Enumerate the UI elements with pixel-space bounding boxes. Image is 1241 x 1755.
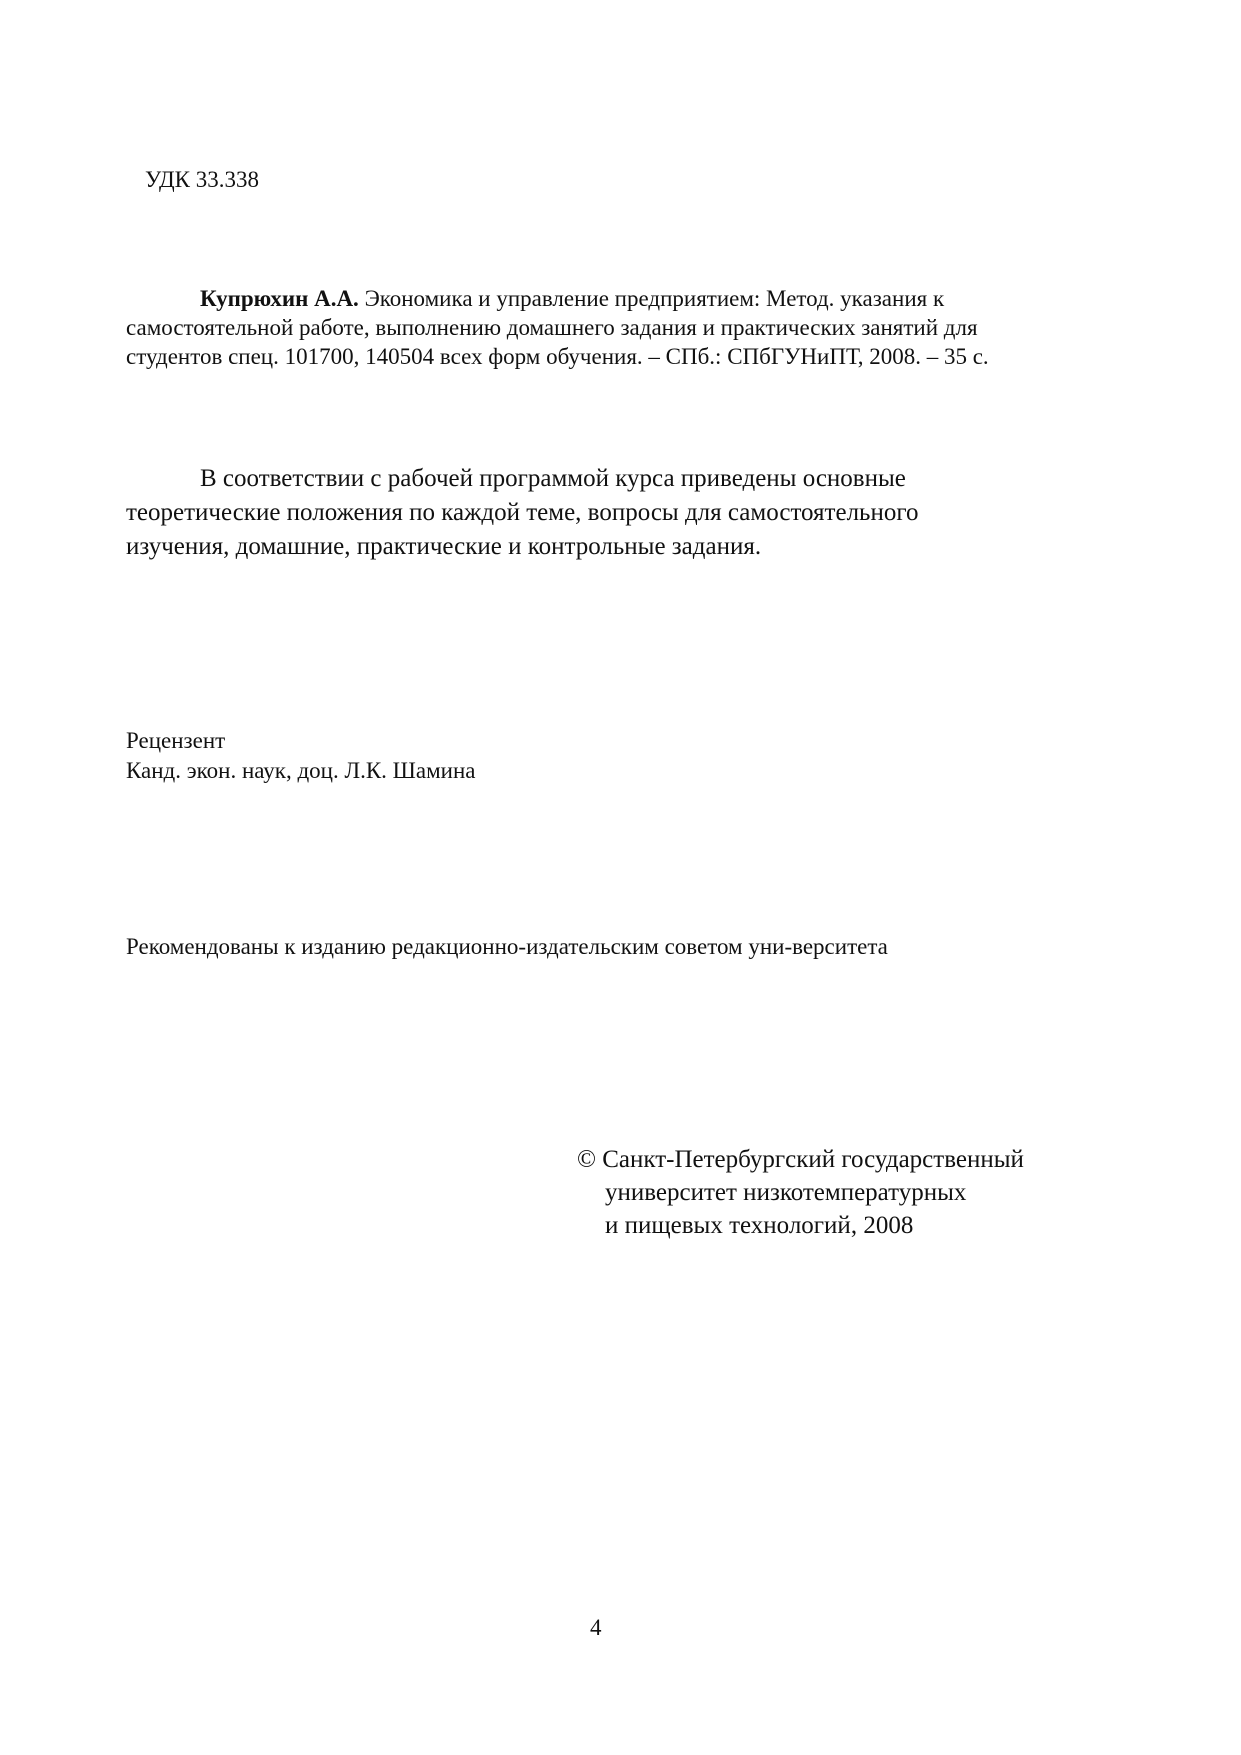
biblio-line-3: студентов спец. 101700, 140504 всех форм обучения. – СПб.: СПбГУНиПТ, 2008. – 35 с. bbox=[126, 344, 989, 369]
reviewer-name: Канд. экон. наук, доц. Л.К. Шамина bbox=[126, 758, 476, 783]
author-name: Купрюхин А.А. bbox=[200, 286, 359, 311]
abstract bbox=[126, 462, 1086, 564]
biblio-line-1 bbox=[126, 284, 1086, 313]
abstract-line-2: теоретические положения по каждой теме, вопросы для самостоятельного bbox=[126, 499, 919, 526]
bibliographic-description bbox=[126, 284, 1086, 371]
reviewer-block bbox=[126, 726, 475, 786]
udk-code: УДК 33.338 bbox=[145, 167, 259, 192]
copyright-line-3: и пищевых технологий, 2008 bbox=[605, 1212, 914, 1239]
abstract-line-1: В соответствии с рабочей программой курса приведены основные bbox=[200, 465, 906, 492]
reviewer-label: Рецензент bbox=[126, 728, 226, 753]
page-number: 4 bbox=[590, 1615, 602, 1640]
copyright-line-2: университет низкотемпературных bbox=[605, 1179, 967, 1206]
biblio-line-2: самостоятельной работе, выполнению домашнего задания и практических занятий для bbox=[126, 315, 978, 340]
recommendation-note: Рекомендованы к изданию редакционно-издательским советом уни-верситета bbox=[126, 934, 888, 959]
abstract-line-3: изучения, домашние, практические и контрольные задания. bbox=[126, 533, 762, 560]
copyright-block bbox=[577, 1143, 1024, 1242]
biblio-title: Экономика и управление предприятием: Метод. указания к bbox=[358, 286, 945, 311]
copyright-line-1: © Санкт-Петербургский государственный bbox=[577, 1146, 1024, 1173]
